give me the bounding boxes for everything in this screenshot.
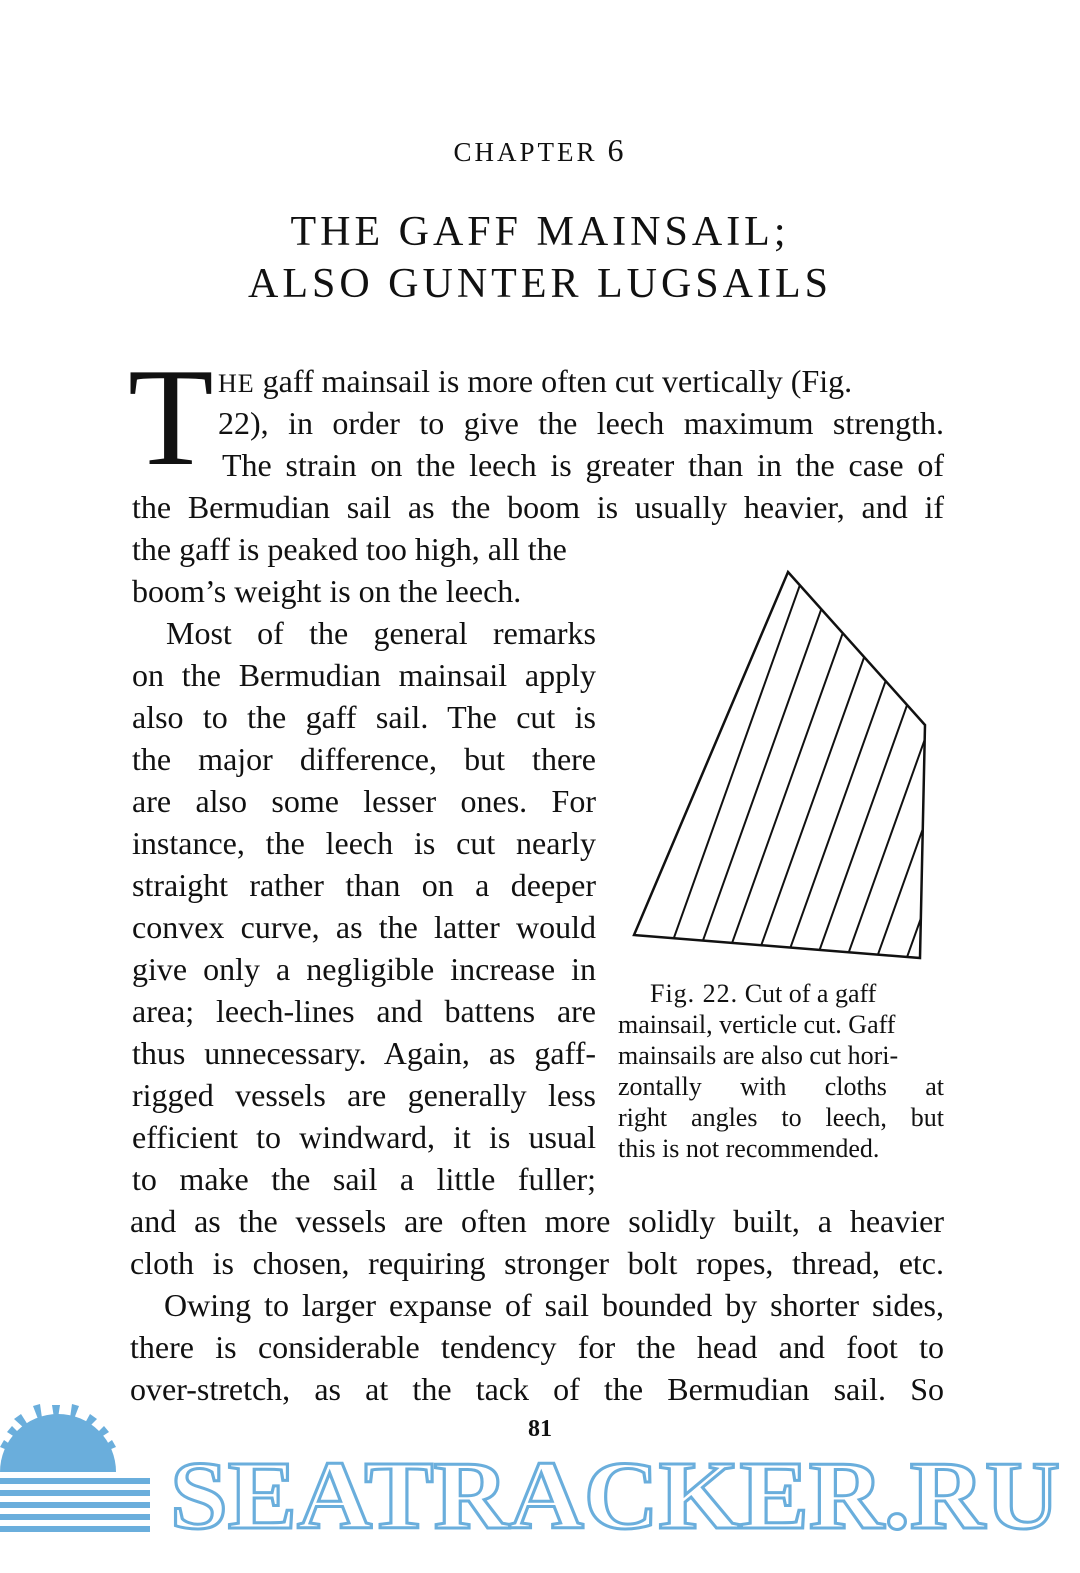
body-line-6: boom’s weight is on the leech.: [132, 573, 522, 609]
figure-caption-line-5: right angles to leech, but: [618, 1103, 944, 1132]
chapter-number: 6: [607, 132, 627, 168]
body-line-3: The strain on the leech is greater than in the case of: [222, 447, 944, 483]
first-word-small-caps: HE: [218, 369, 255, 398]
body-line-1: [218, 360, 944, 405]
gaff-mainsail-figure: [620, 560, 940, 960]
figure-caption-line-2: mainsail, verticle cut. Gaff: [618, 1010, 896, 1039]
body-line-13: straight rather than on a deeper: [132, 867, 596, 903]
seatracker-watermark: [0, 1400, 1080, 1573]
drop-cap: T: [128, 340, 214, 495]
chapter-heading: [0, 132, 1080, 169]
body-line-4: the Bermudian sail as the boom is usually heavier, and if: [132, 489, 944, 525]
body-line-1-text: gaff mainsail is more often cut vertically (Fig.: [254, 363, 853, 399]
watermark-text: SEATRACKER.RU: [170, 1442, 1060, 1550]
body-line-14: convex curve, as the latter would: [132, 909, 596, 945]
figure-caption-text-1: Cut of a gaff: [744, 979, 877, 1008]
body-line-16: area; leech-lines and battens are: [132, 993, 596, 1029]
page-number: 81: [528, 1416, 552, 1442]
figure-label: Fig. 22.: [650, 979, 739, 1008]
seam-line: [786, 560, 936, 960]
body-line-2: 22), in order to give the leech maximum strength.: [218, 405, 944, 441]
body-line-22: cloth is chosen, requiring stronger bolt ropes, thread, etc.: [130, 1245, 944, 1281]
figure-caption-line-1: [650, 978, 876, 1009]
seam-line: [876, 560, 940, 960]
chapter-label: CHAPTER: [453, 137, 598, 167]
sail-outline: [634, 572, 925, 958]
body-line-18: rigged vessels are generally less: [132, 1077, 596, 1113]
body-line-8: on the Bermudian mainsail apply: [132, 657, 596, 693]
figure-caption-line-6: this is not recommended.: [618, 1134, 880, 1163]
figure-caption-line-4: zontally with cloths at: [618, 1072, 944, 1101]
body-line-15: give only a negligible increase in: [132, 951, 596, 987]
seam-line: [846, 560, 940, 960]
body-line-12: instance, the leech is cut nearly: [132, 825, 596, 861]
body-line-24: there is considerable tendency for the head and foot to: [130, 1329, 944, 1365]
body-line-20: to make the sail a little fuller;: [132, 1161, 596, 1197]
body-line-25: over-stretch, as at the tack of the Bermudian sail. So: [130, 1371, 944, 1407]
chapter-title-line-1: THE GAFF MAINSAIL;: [290, 209, 790, 255]
body-line-9: also to the gaff sail. The cut is: [132, 699, 596, 735]
body-line-23: Owing to larger expanse of sail bounded by shorter sides,: [164, 1287, 944, 1323]
body-line-10: the major difference, but there: [132, 741, 596, 777]
body-line-7: Most of the general remarks: [166, 615, 596, 651]
body-line-5: the gaff is peaked too high, all the: [132, 531, 567, 567]
seam-line: [666, 560, 816, 960]
body-line-11: are also some lesser ones. For: [132, 783, 596, 819]
seam-line: [696, 560, 846, 960]
figure-caption-line-3: mainsails are also cut hori-: [618, 1041, 899, 1070]
chapter-title-line-2: ALSO GUNTER LUGSAILS: [248, 261, 832, 307]
body-line-19: efficient to windward, it is usual: [132, 1119, 596, 1155]
sun-logo-icon: [0, 1404, 150, 1532]
seam-line: [726, 560, 876, 960]
body-line-17: thus unnecessary. Again, as gaff-: [132, 1035, 596, 1071]
body-line-21: and as the vessels are often more solidly built, a heavier: [130, 1203, 944, 1239]
